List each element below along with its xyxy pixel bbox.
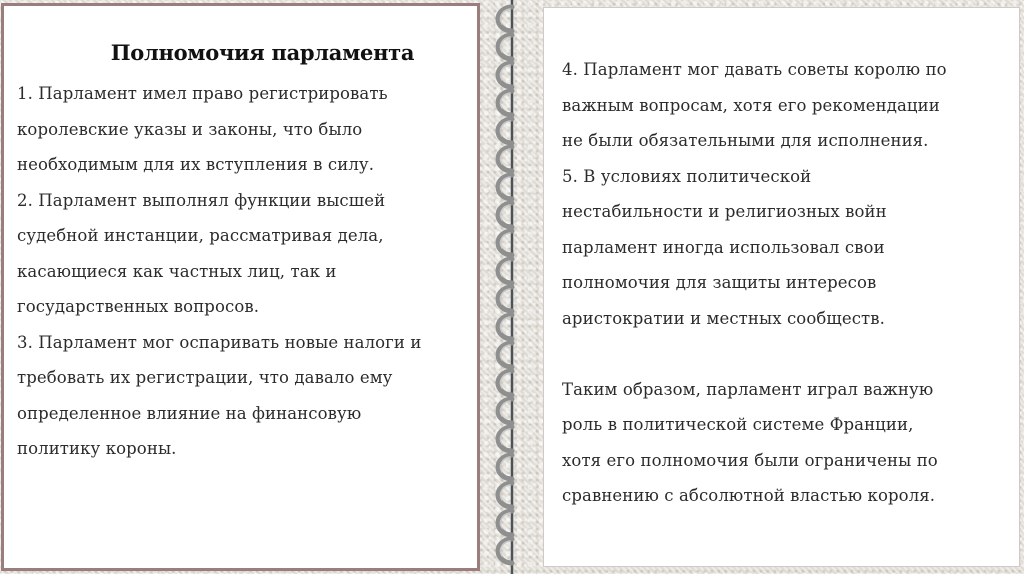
right-text-panel bbox=[543, 7, 1020, 567]
text-line: 5. В условиях политической bbox=[562, 166, 812, 186]
text-line: королевские указы и законы, что было bbox=[17, 119, 363, 139]
text-line: сравнению с абсолютной властью короля. bbox=[562, 486, 936, 505]
text-line: хотя его полномочия были ограничены по bbox=[562, 450, 938, 470]
text-line: не были обязательными для исполнения. bbox=[562, 131, 929, 150]
right-panel-body bbox=[562, 52, 1007, 514]
left-panel-body bbox=[17, 76, 477, 467]
text-line: необходимым для их вступления в силу. bbox=[17, 155, 375, 174]
spiral-rings-icon bbox=[482, 0, 542, 574]
text-line: нестабильности и религиозных войн bbox=[562, 202, 887, 221]
text-line: политику короны. bbox=[17, 439, 177, 458]
text-line: требовать их регистрации, что давало ему bbox=[17, 368, 393, 387]
text-line: аристократии и местных сообществ. bbox=[562, 308, 886, 328]
text-line: Таким образом, парламент играл важную bbox=[562, 379, 934, 399]
text-line: парламент иногда использовал свои bbox=[562, 237, 885, 257]
text-line: 2. Парламент выполнял функции высшей bbox=[17, 190, 386, 210]
paragraph-spacer bbox=[562, 336, 1007, 372]
text-line: 1. Парламент имел право регистрировать bbox=[17, 84, 388, 103]
text-line: 4. Парламент мог давать советы королю по bbox=[562, 60, 947, 79]
text-line: государственных вопросов. bbox=[17, 297, 260, 316]
left-text-panel bbox=[1, 3, 480, 571]
text-line: важным вопросам, хотя его рекомендации bbox=[562, 95, 940, 115]
text-line: определенное влияние на финансовую bbox=[17, 403, 362, 423]
text-line: 3. Парламент мог оспаривать новые налоги и bbox=[17, 332, 422, 352]
page-title: Полномочия парламента bbox=[110, 40, 415, 65]
text-line: роль в политической системе Франции, bbox=[562, 415, 914, 434]
text-line: касающиеся как частных лиц, так и bbox=[17, 261, 337, 281]
text-line: судебной инстанции, рассматривая дела, bbox=[17, 226, 384, 245]
text-line: полномочия для защиты интересов bbox=[562, 273, 877, 292]
